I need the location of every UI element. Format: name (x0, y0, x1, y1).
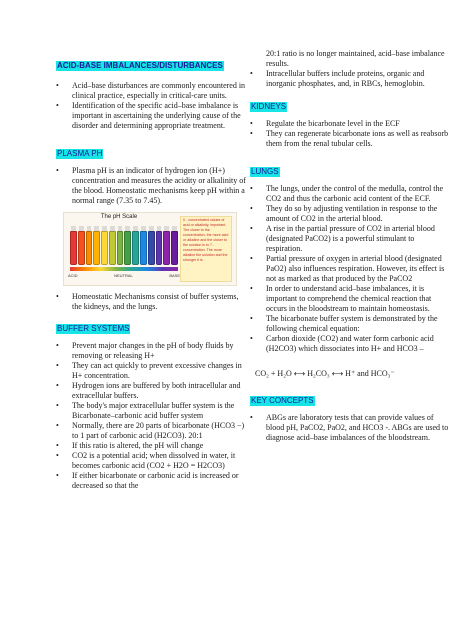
kidneys-list (250, 119, 450, 149)
heading-acid-base: ACID-BASE IMBALANCES/DISTURBANCES (57, 61, 223, 70)
chemical-equation: CO₂ + H₂O ⟷ H₂CO₃ ⟷ H⁺ and HCO₃⁻ (255, 369, 395, 378)
ph-tube (148, 231, 155, 265)
list-item: • If this ratio is altered, the pH will change (56, 441, 248, 451)
list-item: • Regulate the bicarbonate level in the ECF (250, 119, 450, 129)
heading-lungs: LUNGS (251, 167, 279, 176)
list-item: • Prevent major changes in the pH of body fluids by removing or releasing H+ (56, 341, 248, 361)
list-item: • They do so by adjusting ventilation in response to the amount of CO2 in the arterial blood. (250, 204, 450, 224)
ph-tube (132, 231, 139, 265)
left-column (56, 0, 248, 491)
list-item: • Intracellular buffers include proteins, organic and inorganic phosphates, and, in RBCs, hemoglobin. (250, 69, 450, 89)
list-item: • Partial pressure of oxygen in arterial blood (designated PaO2) also influences respiration. However, its effect is not as marked as that produced by the PaCO2 (250, 254, 450, 284)
list-item: • Normally, there are 20 parts of bicarbonate (HCO3 −) to 1 part of carbonic acid (H2CO3). 20:1 (56, 421, 248, 441)
list-item: • A rise in the partial pressure of CO2 in arterial blood (designated PaCO2) is a powerful stimulant to respiration. (250, 224, 450, 254)
ph-tube (163, 231, 170, 265)
ph-tube (70, 231, 77, 265)
ph-scale-title: The pH Scale (100, 214, 138, 220)
ph-tube (156, 231, 163, 265)
ph-tube (117, 231, 124, 265)
list-item: • The bicarbonate buffer system is demonstrated by the following chemical equation: (250, 314, 450, 334)
list-item: • The body's major extracellular buffer system is the Bicarbonate–carbonic acid buffer system (56, 401, 248, 421)
intro-list (56, 81, 248, 131)
ph-tube (78, 231, 85, 265)
list-item: • If either bicarbonate or carbonic acid is increased or decreased so that the (56, 471, 248, 491)
list-item: • The lungs, under the control of the medulla, control the CO2 and thus the carbonic acid content of the ECF. (250, 184, 450, 204)
label-base: BASE (169, 273, 180, 278)
ph-tube (101, 231, 108, 265)
ph-tube (124, 231, 131, 265)
ph-note: 0 - concentrated values of acid or alkalinity, important. The closer to the concentration, the more acid or alkaline and the closer to the solution is to 7 - concentration. The more alkaline the solution and the stronger it is. (180, 216, 232, 282)
label-acid: ACID (68, 273, 78, 278)
list-item: • ABGs are laboratory tests that can provide values of blood pH, PaCO2, PaO2, and HCO3 -. ABGs are used to diagnose acid–base imbalances of the bloodstream. (250, 413, 450, 443)
ph-tube (109, 231, 116, 265)
list-item: • Hydrogen ions are buffered by both intracellular and extracellular buffers. (56, 381, 248, 401)
ph-tube (93, 231, 100, 265)
list-item: • In order to understand acid–base imbalances, it is important to comprehend the chemical reaction that occurs in the bloodstream to maintain homeostasis. (250, 284, 450, 314)
list-item: • They can regenerate bicarbonate ions as well as reabsorb them from the renal tubular cells. (250, 129, 450, 149)
ph-gradient-bar (70, 267, 178, 271)
list-item: • Identification of the specific acid–base imbalance is important in ascertaining the underlying cause of the disorder and determining appropriate treatment. (56, 101, 248, 131)
plasma-list (56, 166, 248, 206)
list-item: • They can act quickly to prevent excessive changes in H+ concentration. (56, 361, 248, 381)
heading-buffer-systems: BUFFER SYSTEMS (57, 324, 130, 333)
ph-scale-image (63, 212, 237, 286)
label-neutral: NEUTRAL (114, 273, 133, 278)
list-item: • Acid–base disturbances are commonly encountered in clinical practice, especially in critical-care units. (56, 81, 248, 101)
ph-tube (140, 231, 147, 265)
key-concepts-list (250, 413, 450, 443)
heading-kidneys: KIDNEYS (251, 102, 287, 111)
right-column (250, 0, 450, 443)
list-item: • Homeostatic Mechanisms consist of buffer systems, the kidneys, and the lungs. (56, 292, 248, 312)
list-item: • CO2 is a potential acid; when dissolved in water, it becomes carbonic acid (CO2 + H2O = H2CO3) (56, 451, 248, 471)
plasma-list-2 (56, 292, 248, 312)
ph-scale-labels (68, 273, 180, 278)
list-item: • Plasma pH is an indicator of hydrogen ion (H+) concentration and measures the acidity or alkalinity of the blood. Homeostatic mechanisms keep pH within a normal range (7.35 to 7.45). (56, 166, 248, 206)
list-item: • Carbon dioxide (CO2) and water form carbonic acid (H2CO3) which dissociates into H+ and HCO3 – (250, 334, 450, 354)
lungs-list (250, 184, 450, 354)
ph-tubes (70, 223, 178, 265)
ph-tube (86, 231, 93, 265)
heading-plasma-ph: PLASMA PH (57, 149, 103, 158)
ph-tube (171, 231, 178, 265)
list-item-continued: 20:1 ratio is no longer maintained, acid–base imbalance results. (266, 49, 445, 68)
heading-key-concepts: KEY CONCEPTS (251, 396, 314, 405)
continued-list (250, 49, 450, 89)
buffer-list (56, 341, 248, 491)
